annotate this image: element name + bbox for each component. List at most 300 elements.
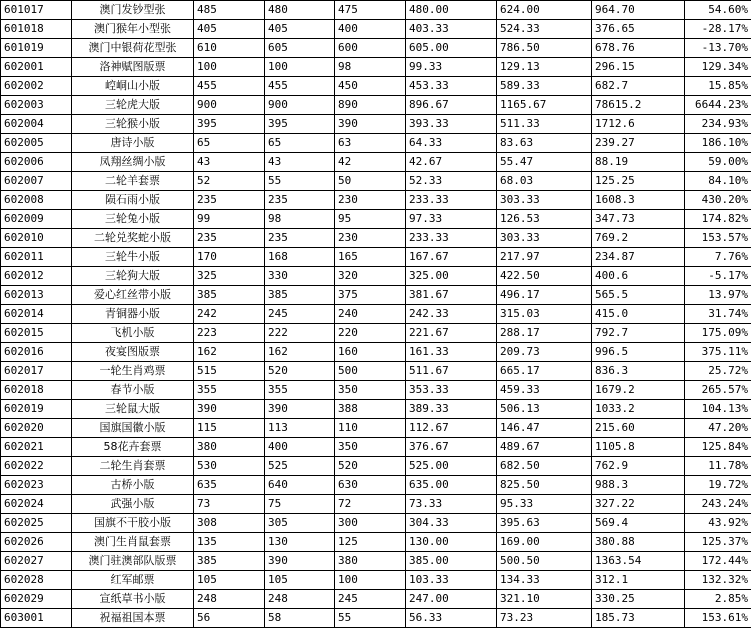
item-code-cell: 602028: [1, 571, 72, 590]
price-1-cell: 395: [194, 115, 265, 134]
change-percent-cell: -28.17%: [685, 20, 751, 39]
value-a-cell: 496.17: [497, 286, 592, 305]
value-a-cell: 500.50: [497, 552, 592, 571]
price-1-cell: 610: [194, 39, 265, 58]
average-cell: 389.33: [406, 400, 497, 419]
item-code-cell: 602002: [1, 77, 72, 96]
value-a-cell: 209.73: [497, 343, 592, 362]
item-name-cell: 春节小版: [72, 381, 194, 400]
item-code-cell: 602001: [1, 58, 72, 77]
item-code-cell: 603001: [1, 609, 72, 628]
price-2-cell: 480: [265, 1, 335, 20]
item-code-cell: 602009: [1, 210, 72, 229]
table-row: [1, 267, 751, 286]
price-1-cell: 162: [194, 343, 265, 362]
item-name-cell: 凤翔丝绸小版: [72, 153, 194, 172]
item-name-cell: 陨石雨小版: [72, 191, 194, 210]
price-3-cell: 63: [335, 134, 406, 153]
price-3-cell: 42: [335, 153, 406, 172]
price-3-cell: 230: [335, 229, 406, 248]
price-1-cell: 380: [194, 438, 265, 457]
price-1-cell: 390: [194, 400, 265, 419]
item-code-cell: 602003: [1, 96, 72, 115]
average-cell: 52.33: [406, 172, 497, 191]
table-row: [1, 438, 751, 457]
change-percent-cell: 25.72%: [685, 362, 751, 381]
item-name-cell: 58花卉套票: [72, 438, 194, 457]
table-row: [1, 609, 751, 628]
value-b-cell: 1608.3: [592, 191, 685, 210]
price-3-cell: 390: [335, 115, 406, 134]
change-percent-cell: 375.11%: [685, 343, 751, 362]
value-b-cell: 678.76: [592, 39, 685, 58]
price-2-cell: 520: [265, 362, 335, 381]
price-1-cell: 455: [194, 77, 265, 96]
item-code-cell: 602024: [1, 495, 72, 514]
price-2-cell: 455: [265, 77, 335, 96]
table-row: [1, 514, 751, 533]
value-a-cell: 786.50: [497, 39, 592, 58]
average-cell: 635.00: [406, 476, 497, 495]
item-name-cell: 飞机小版: [72, 324, 194, 343]
item-code-cell: 602011: [1, 248, 72, 267]
value-a-cell: 303.33: [497, 191, 592, 210]
item-code-cell: 602012: [1, 267, 72, 286]
price-3-cell: 350: [335, 438, 406, 457]
table-row: [1, 590, 751, 609]
change-percent-cell: 125.37%: [685, 533, 751, 552]
value-a-cell: 169.00: [497, 533, 592, 552]
price-1-cell: 56: [194, 609, 265, 628]
table-row: [1, 324, 751, 343]
value-a-cell: 825.50: [497, 476, 592, 495]
item-name-cell: 三轮兔小版: [72, 210, 194, 229]
item-code-cell: 601018: [1, 20, 72, 39]
average-cell: 56.33: [406, 609, 497, 628]
value-a-cell: 624.00: [497, 1, 592, 20]
table-row: [1, 115, 751, 134]
price-1-cell: 235: [194, 191, 265, 210]
price-2-cell: 55: [265, 172, 335, 191]
price-3-cell: 375: [335, 286, 406, 305]
item-code-cell: 602020: [1, 419, 72, 438]
price-3-cell: 520: [335, 457, 406, 476]
price-3-cell: 350: [335, 381, 406, 400]
price-1-cell: 170: [194, 248, 265, 267]
change-percent-cell: 186.10%: [685, 134, 751, 153]
change-percent-cell: 125.84%: [685, 438, 751, 457]
value-b-cell: 296.15: [592, 58, 685, 77]
price-3-cell: 100: [335, 571, 406, 590]
change-percent-cell: 265.57%: [685, 381, 751, 400]
item-name-cell: 夜宴图版票: [72, 343, 194, 362]
change-percent-cell: 104.13%: [685, 400, 751, 419]
price-2-cell: 130: [265, 533, 335, 552]
item-name-cell: 澳门中银荷花型张: [72, 39, 194, 58]
average-cell: 103.33: [406, 571, 497, 590]
item-code-cell: 602010: [1, 229, 72, 248]
price-3-cell: 240: [335, 305, 406, 324]
item-code-cell: 601017: [1, 1, 72, 20]
price-2-cell: 65: [265, 134, 335, 153]
item-code-cell: 602013: [1, 286, 72, 305]
item-code-cell: 602029: [1, 590, 72, 609]
value-a-cell: 395.63: [497, 514, 592, 533]
average-cell: 42.67: [406, 153, 497, 172]
average-cell: 511.67: [406, 362, 497, 381]
price-2-cell: 330: [265, 267, 335, 286]
table-row: [1, 229, 751, 248]
item-name-cell: 二轮兑奖蛇小版: [72, 229, 194, 248]
value-a-cell: 665.17: [497, 362, 592, 381]
value-b-cell: 996.5: [592, 343, 685, 362]
price-2-cell: 105: [265, 571, 335, 590]
average-cell: 167.67: [406, 248, 497, 267]
price-2-cell: 385: [265, 286, 335, 305]
price-1-cell: 248: [194, 590, 265, 609]
average-cell: 453.33: [406, 77, 497, 96]
item-name-cell: 三轮鼠大版: [72, 400, 194, 419]
item-name-cell: 澳门发钞型张: [72, 1, 194, 20]
item-name-cell: 崆峒山小版: [72, 77, 194, 96]
item-code-cell: 601019: [1, 39, 72, 58]
change-percent-cell: 15.85%: [685, 77, 751, 96]
table-row: [1, 210, 751, 229]
price-3-cell: 245: [335, 590, 406, 609]
value-b-cell: 330.25: [592, 590, 685, 609]
value-a-cell: 589.33: [497, 77, 592, 96]
price-2-cell: 355: [265, 381, 335, 400]
table-row: [1, 476, 751, 495]
table-row: [1, 58, 751, 77]
table-row: [1, 457, 751, 476]
table-row: [1, 96, 751, 115]
value-a-cell: 146.47: [497, 419, 592, 438]
table-row: [1, 248, 751, 267]
value-b-cell: 215.60: [592, 419, 685, 438]
price-3-cell: 388: [335, 400, 406, 419]
price-2-cell: 58: [265, 609, 335, 628]
value-b-cell: 988.3: [592, 476, 685, 495]
change-percent-cell: 6644.23%: [685, 96, 751, 115]
value-a-cell: 321.10: [497, 590, 592, 609]
price-2-cell: 75: [265, 495, 335, 514]
value-b-cell: 88.19: [592, 153, 685, 172]
price-3-cell: 160: [335, 343, 406, 362]
table-row: [1, 571, 751, 590]
table-row: [1, 305, 751, 324]
average-cell: 353.33: [406, 381, 497, 400]
value-b-cell: 376.65: [592, 20, 685, 39]
table-row: [1, 533, 751, 552]
value-a-cell: 55.47: [497, 153, 592, 172]
value-a-cell: 422.50: [497, 267, 592, 286]
price-3-cell: 95: [335, 210, 406, 229]
price-2-cell: 162: [265, 343, 335, 362]
item-code-cell: 602025: [1, 514, 72, 533]
price-3-cell: 230: [335, 191, 406, 210]
price-2-cell: 235: [265, 191, 335, 210]
value-b-cell: 415.0: [592, 305, 685, 324]
price-3-cell: 165: [335, 248, 406, 267]
value-a-cell: 134.33: [497, 571, 592, 590]
table-row: [1, 172, 751, 191]
value-a-cell: 506.13: [497, 400, 592, 419]
item-name-cell: 祝福祖国本票: [72, 609, 194, 628]
price-2-cell: 168: [265, 248, 335, 267]
price-1-cell: 242: [194, 305, 265, 324]
table-row: [1, 400, 751, 419]
price-2-cell: 900: [265, 96, 335, 115]
table-row: [1, 77, 751, 96]
item-name-cell: 爱心红丝带小版: [72, 286, 194, 305]
value-b-cell: 327.22: [592, 495, 685, 514]
value-b-cell: 1033.2: [592, 400, 685, 419]
table-row: [1, 419, 751, 438]
value-a-cell: 459.33: [497, 381, 592, 400]
item-name-cell: 二轮生肖套票: [72, 457, 194, 476]
price-1-cell: 515: [194, 362, 265, 381]
average-cell: 242.33: [406, 305, 497, 324]
price-1-cell: 385: [194, 552, 265, 571]
price-1-cell: 325: [194, 267, 265, 286]
value-a-cell: 315.03: [497, 305, 592, 324]
average-cell: 304.33: [406, 514, 497, 533]
price-2-cell: 395: [265, 115, 335, 134]
value-b-cell: 234.87: [592, 248, 685, 267]
price-1-cell: 223: [194, 324, 265, 343]
item-name-cell: 三轮猴小版: [72, 115, 194, 134]
value-a-cell: 303.33: [497, 229, 592, 248]
value-b-cell: 964.70: [592, 1, 685, 20]
table-row: [1, 343, 751, 362]
average-cell: 393.33: [406, 115, 497, 134]
value-b-cell: 565.5: [592, 286, 685, 305]
value-b-cell: 569.4: [592, 514, 685, 533]
item-name-cell: 古桥小版: [72, 476, 194, 495]
price-1-cell: 99: [194, 210, 265, 229]
change-percent-cell: 19.72%: [685, 476, 751, 495]
value-a-cell: 83.63: [497, 134, 592, 153]
average-cell: 97.33: [406, 210, 497, 229]
value-a-cell: 68.03: [497, 172, 592, 191]
price-3-cell: 320: [335, 267, 406, 286]
table-row: [1, 191, 751, 210]
item-code-cell: 602006: [1, 153, 72, 172]
table-row: [1, 362, 751, 381]
change-percent-cell: 43.92%: [685, 514, 751, 533]
change-percent-cell: 243.24%: [685, 495, 751, 514]
average-cell: 381.67: [406, 286, 497, 305]
value-a-cell: 129.13: [497, 58, 592, 77]
value-b-cell: 312.1: [592, 571, 685, 590]
price-3-cell: 450: [335, 77, 406, 96]
value-a-cell: 682.50: [497, 457, 592, 476]
item-name-cell: 三轮虎大版: [72, 96, 194, 115]
item-name-cell: 二轮羊套票: [72, 172, 194, 191]
item-code-cell: 602004: [1, 115, 72, 134]
change-percent-cell: 153.61%: [685, 609, 751, 628]
item-code-cell: 602026: [1, 533, 72, 552]
change-percent-cell: -13.70%: [685, 39, 751, 58]
item-code-cell: 602007: [1, 172, 72, 191]
price-3-cell: 220: [335, 324, 406, 343]
value-b-cell: 78615.2: [592, 96, 685, 115]
price-2-cell: 305: [265, 514, 335, 533]
value-b-cell: 185.73: [592, 609, 685, 628]
change-percent-cell: 174.82%: [685, 210, 751, 229]
value-b-cell: 380.88: [592, 533, 685, 552]
value-b-cell: 1679.2: [592, 381, 685, 400]
item-code-cell: 602018: [1, 381, 72, 400]
table-row: [1, 134, 751, 153]
change-percent-cell: 84.10%: [685, 172, 751, 191]
value-b-cell: 1105.8: [592, 438, 685, 457]
price-1-cell: 485: [194, 1, 265, 20]
price-2-cell: 100: [265, 58, 335, 77]
average-cell: 480.00: [406, 1, 497, 20]
change-percent-cell: 11.78%: [685, 457, 751, 476]
table-row: [1, 286, 751, 305]
item-name-cell: 一轮生肖鸡票: [72, 362, 194, 381]
item-code-cell: 602017: [1, 362, 72, 381]
change-percent-cell: 129.34%: [685, 58, 751, 77]
change-percent-cell: 59.00%: [685, 153, 751, 172]
change-percent-cell: 172.44%: [685, 552, 751, 571]
value-a-cell: 1165.67: [497, 96, 592, 115]
price-2-cell: 98: [265, 210, 335, 229]
value-a-cell: 511.33: [497, 115, 592, 134]
price-1-cell: 73: [194, 495, 265, 514]
item-name-cell: 唐诗小版: [72, 134, 194, 153]
item-name-cell: 青铜器小版: [72, 305, 194, 324]
value-b-cell: 400.6: [592, 267, 685, 286]
item-name-cell: 洛神赋图版票: [72, 58, 194, 77]
average-cell: 605.00: [406, 39, 497, 58]
value-b-cell: 682.7: [592, 77, 685, 96]
change-percent-cell: 430.20%: [685, 191, 751, 210]
table-row: [1, 495, 751, 514]
price-2-cell: 525: [265, 457, 335, 476]
price-2-cell: 248: [265, 590, 335, 609]
change-percent-cell: 132.32%: [685, 571, 751, 590]
average-cell: 385.00: [406, 552, 497, 571]
price-1-cell: 235: [194, 229, 265, 248]
change-percent-cell: 31.74%: [685, 305, 751, 324]
average-cell: 403.33: [406, 20, 497, 39]
price-3-cell: 125: [335, 533, 406, 552]
value-b-cell: 347.73: [592, 210, 685, 229]
price-3-cell: 55: [335, 609, 406, 628]
value-a-cell: 126.53: [497, 210, 592, 229]
price-1-cell: 308: [194, 514, 265, 533]
item-code-cell: 602021: [1, 438, 72, 457]
price-2-cell: 222: [265, 324, 335, 343]
value-b-cell: 1363.54: [592, 552, 685, 571]
change-percent-cell: 47.20%: [685, 419, 751, 438]
value-b-cell: 1712.6: [592, 115, 685, 134]
value-a-cell: 524.33: [497, 20, 592, 39]
value-b-cell: 792.7: [592, 324, 685, 343]
price-1-cell: 100: [194, 58, 265, 77]
item-code-cell: 602023: [1, 476, 72, 495]
value-a-cell: 288.17: [497, 324, 592, 343]
item-code-cell: 602008: [1, 191, 72, 210]
price-2-cell: 43: [265, 153, 335, 172]
price-1-cell: 43: [194, 153, 265, 172]
value-a-cell: 95.33: [497, 495, 592, 514]
table-row: [1, 381, 751, 400]
item-name-cell: 三轮狗大版: [72, 267, 194, 286]
item-name-cell: 红军邮票: [72, 571, 194, 590]
price-3-cell: 890: [335, 96, 406, 115]
price-3-cell: 630: [335, 476, 406, 495]
price-3-cell: 98: [335, 58, 406, 77]
item-code-cell: 602022: [1, 457, 72, 476]
value-a-cell: 73.23: [497, 609, 592, 628]
price-3-cell: 500: [335, 362, 406, 381]
item-name-cell: 三轮牛小版: [72, 248, 194, 267]
price-3-cell: 110: [335, 419, 406, 438]
value-a-cell: 217.97: [497, 248, 592, 267]
price-2-cell: 640: [265, 476, 335, 495]
price-3-cell: 475: [335, 1, 406, 20]
item-name-cell: 澳门猴年小型张: [72, 20, 194, 39]
price-1-cell: 900: [194, 96, 265, 115]
average-cell: 64.33: [406, 134, 497, 153]
change-percent-cell: 234.93%: [685, 115, 751, 134]
item-name-cell: 国旗不干胶小版: [72, 514, 194, 533]
average-cell: 130.00: [406, 533, 497, 552]
table-row: [1, 1, 751, 20]
change-percent-cell: 175.09%: [685, 324, 751, 343]
table-row: [1, 552, 751, 571]
table-row: [1, 39, 751, 58]
price-1-cell: 355: [194, 381, 265, 400]
price-1-cell: 65: [194, 134, 265, 153]
item-name-cell: 澳门生肖鼠套票: [72, 533, 194, 552]
item-code-cell: 602016: [1, 343, 72, 362]
price-2-cell: 245: [265, 305, 335, 324]
price-2-cell: 405: [265, 20, 335, 39]
price-3-cell: 72: [335, 495, 406, 514]
average-cell: 233.33: [406, 191, 497, 210]
item-name-cell: 国旗国徽小版: [72, 419, 194, 438]
average-cell: 99.33: [406, 58, 497, 77]
price-3-cell: 50: [335, 172, 406, 191]
change-percent-cell: 2.85%: [685, 590, 751, 609]
average-cell: 525.00: [406, 457, 497, 476]
average-cell: 233.33: [406, 229, 497, 248]
item-code-cell: 602005: [1, 134, 72, 153]
item-code-cell: 602019: [1, 400, 72, 419]
item-code-cell: 602027: [1, 552, 72, 571]
item-code-cell: 602014: [1, 305, 72, 324]
value-a-cell: 489.67: [497, 438, 592, 457]
change-percent-cell: 153.57%: [685, 229, 751, 248]
price-2-cell: 390: [265, 400, 335, 419]
item-name-cell: 武强小版: [72, 495, 194, 514]
price-2-cell: 400: [265, 438, 335, 457]
price-2-cell: 113: [265, 419, 335, 438]
price-1-cell: 52: [194, 172, 265, 191]
price-3-cell: 400: [335, 20, 406, 39]
price-3-cell: 300: [335, 514, 406, 533]
value-b-cell: 239.27: [592, 134, 685, 153]
price-1-cell: 135: [194, 533, 265, 552]
price-1-cell: 105: [194, 571, 265, 590]
item-name-cell: 澳门驻澳部队版票: [72, 552, 194, 571]
